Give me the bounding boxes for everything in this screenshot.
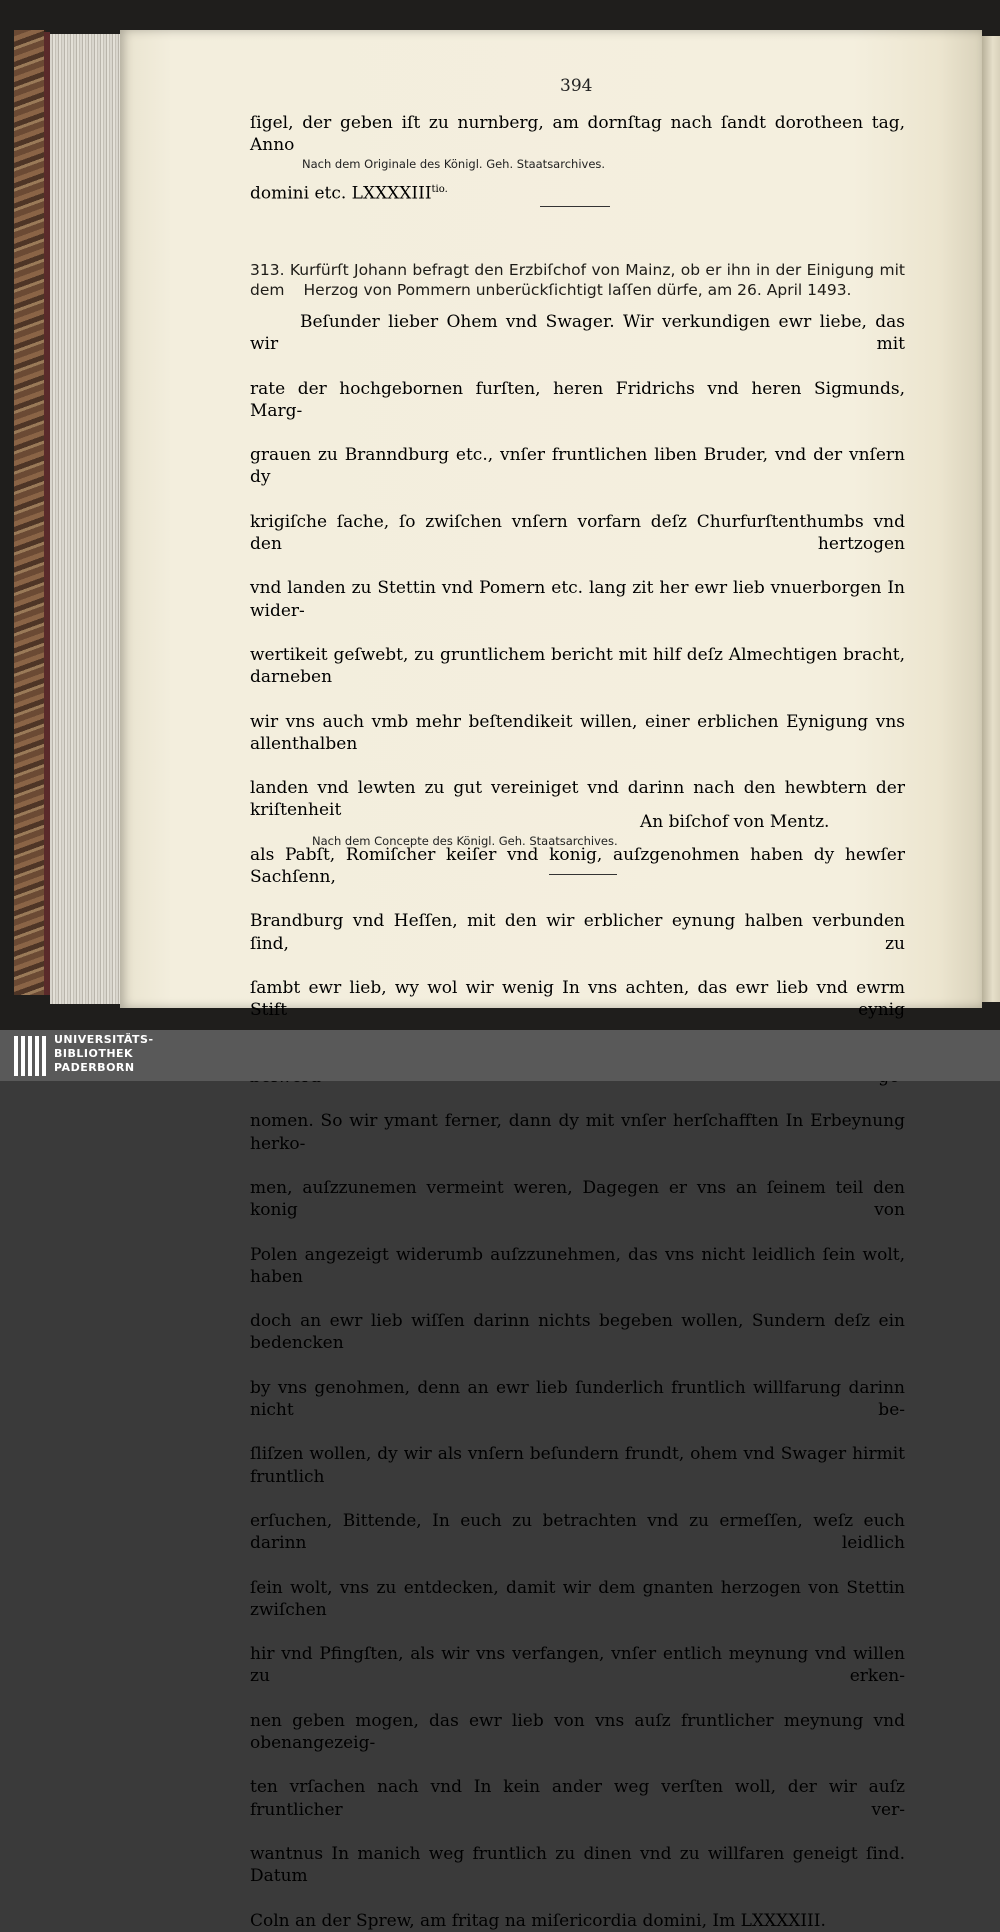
library-name-line-3: PADERBORN — [54, 1061, 135, 1074]
body-line: krigiſche ſache, ſo zwiſchen vnſern vorfarn deſz Churfurſtenthumbs vnd den hertzogen — [250, 511, 905, 555]
body-line: landen vnd lewten zu gut vereiniget vnd darinn nach den hewbtern der kriſtenheit — [250, 778, 905, 821]
library-name-line-2: BIBLIOTHEK — [54, 1047, 134, 1060]
body-line: als Pabſt, Romiſcher keiſer vnd konig, auſzgenohmen haben dy hewſer Sachſenn, — [250, 844, 905, 888]
heading-line-2: Herzog von Pommern unberückſichtigt laſſen dürfe, am 26. April 1493. — [303, 281, 852, 299]
body-line: nen geben mogen, das ewr lieb von vns auſz fruntlicher meynung vnd obenangezeig- — [250, 1710, 905, 1753]
library-footer — [0, 1030, 1000, 1081]
library-name — [54, 1033, 154, 1075]
letter-body — [250, 311, 905, 1932]
source-note-concept: Nach dem Concepte des Königl. Geh. Staatsarchives. — [312, 834, 618, 848]
body-line: Polen angezeigt widerumb auſzzunehmen, das vns nicht leidlich ſein wolt, haben — [250, 1244, 905, 1287]
body-line: Coln an der Sprew, am fritag na miſericordia domini, Im LXXXXIII. — [250, 1910, 826, 1931]
body-line: vnd landen zu Stettin vnd Pomern etc. lang zit her ewr lieb vnuerborgen In wider- — [250, 578, 905, 621]
heading-line-1: 313. Kurfürſt Johann befragt den Erzbiſchof von Mainz, ob er ihn in der Einigung mit dem — [250, 261, 905, 299]
addressee-line: An biſchof von Mentz. — [640, 812, 830, 832]
body-line: wertikeit geſwebt, zu gruntlichem bericht mit hilf deſz Almechtigen bracht, darneben — [250, 645, 905, 688]
top-paragraph-line-2 — [250, 179, 905, 205]
body-line: Beſunder lieber Ohem vnd Swager. Wir verkundigen ewr liebe, das wir mit — [250, 312, 905, 355]
body-line: ſambt ewr lieb, wy wol wir wenig In vns achten, das ewr lieb vnd ewrm Stift eynig — [250, 978, 905, 1021]
library-name-line-1: UNIVERSITÄTS- — [54, 1033, 154, 1046]
body-line: nomen. So wir ymant ferner, dann dy mit vnſer herſchafften In Erbeynung herko- — [250, 1111, 905, 1154]
section-divider — [540, 206, 610, 207]
body-line: hir vnd Pfingſten, als wir vns verfangen, vnſer entlich meynung vnd willen zu erken- — [250, 1644, 905, 1687]
end-divider — [549, 874, 617, 875]
body-line: Brandburg vnd Heſſen, mit den wir erblicher eynung halben verbunden ſind, zu — [250, 911, 905, 954]
facing-page-edge — [982, 36, 1000, 1002]
body-line: erſuchen, Bittende, In euch zu betrachten vnd zu ermeſſen, weſz euch darinn leidlich — [250, 1510, 905, 1554]
top-paragraph-line-2-text: domini etc. LXXXXIII — [250, 183, 432, 204]
page-number: 394 — [560, 76, 593, 96]
book-cover — [14, 30, 46, 995]
page-block-edge — [50, 34, 126, 1004]
body-line: doch an ewr lieb wiſſen darinn nichts begeben wollen, Sundern deſz ein bedencken — [250, 1311, 905, 1354]
body-line: grauen zu Branndburg etc., vnſer fruntlichen liben Bruder, vnd der vnſern dy — [250, 445, 905, 488]
top-paragraph-superscript: tio. — [431, 183, 448, 195]
body-line: ſliſzen wollen, dy wir als vnſern beſundern frundt, ohem vnd Swager hirmit fruntlich — [250, 1444, 905, 1487]
top-paragraph-line-1: ſigel, der geben iſt zu nurnberg, am dornſtag nach ſandt dorotheen tag, Anno — [250, 113, 905, 156]
body-line: men, auſzzunemen vermeint weren, Dagegen er vns an ſeinem teil den konig von — [250, 1177, 905, 1221]
body-line: ſein wolt, vns zu entdecken, damit wir dem gnanten herzogen von Stettin zwiſchen — [250, 1577, 905, 1620]
source-note-original: Nach dem Originale des Königl. Geh. Staatsarchives. — [302, 157, 606, 171]
body-line: wantnus In manich weg fruntlich zu dinen vnd zu willfaren geneigt ſind. Datum — [250, 1844, 905, 1887]
body-line: ten vrſachen nach vnd In kein ander weg verſten woll, der wir auſz fruntlicher ver- — [250, 1777, 905, 1820]
body-line: by vns genohmen, denn an ewr lieb ſunderlich fruntlich willfarung darinn nicht be- — [250, 1377, 905, 1420]
library-logo-icon — [14, 1036, 46, 1076]
body-line: rate der hochgebornen furſten, heren Fridrichs vnd heren Sigmunds, Marg- — [250, 378, 905, 421]
document-heading — [250, 260, 905, 300]
body-line: wir vns auch vmb mehr beſtendikeit willen, einer erblichen Eynigung vns allenthalben — [250, 711, 905, 754]
